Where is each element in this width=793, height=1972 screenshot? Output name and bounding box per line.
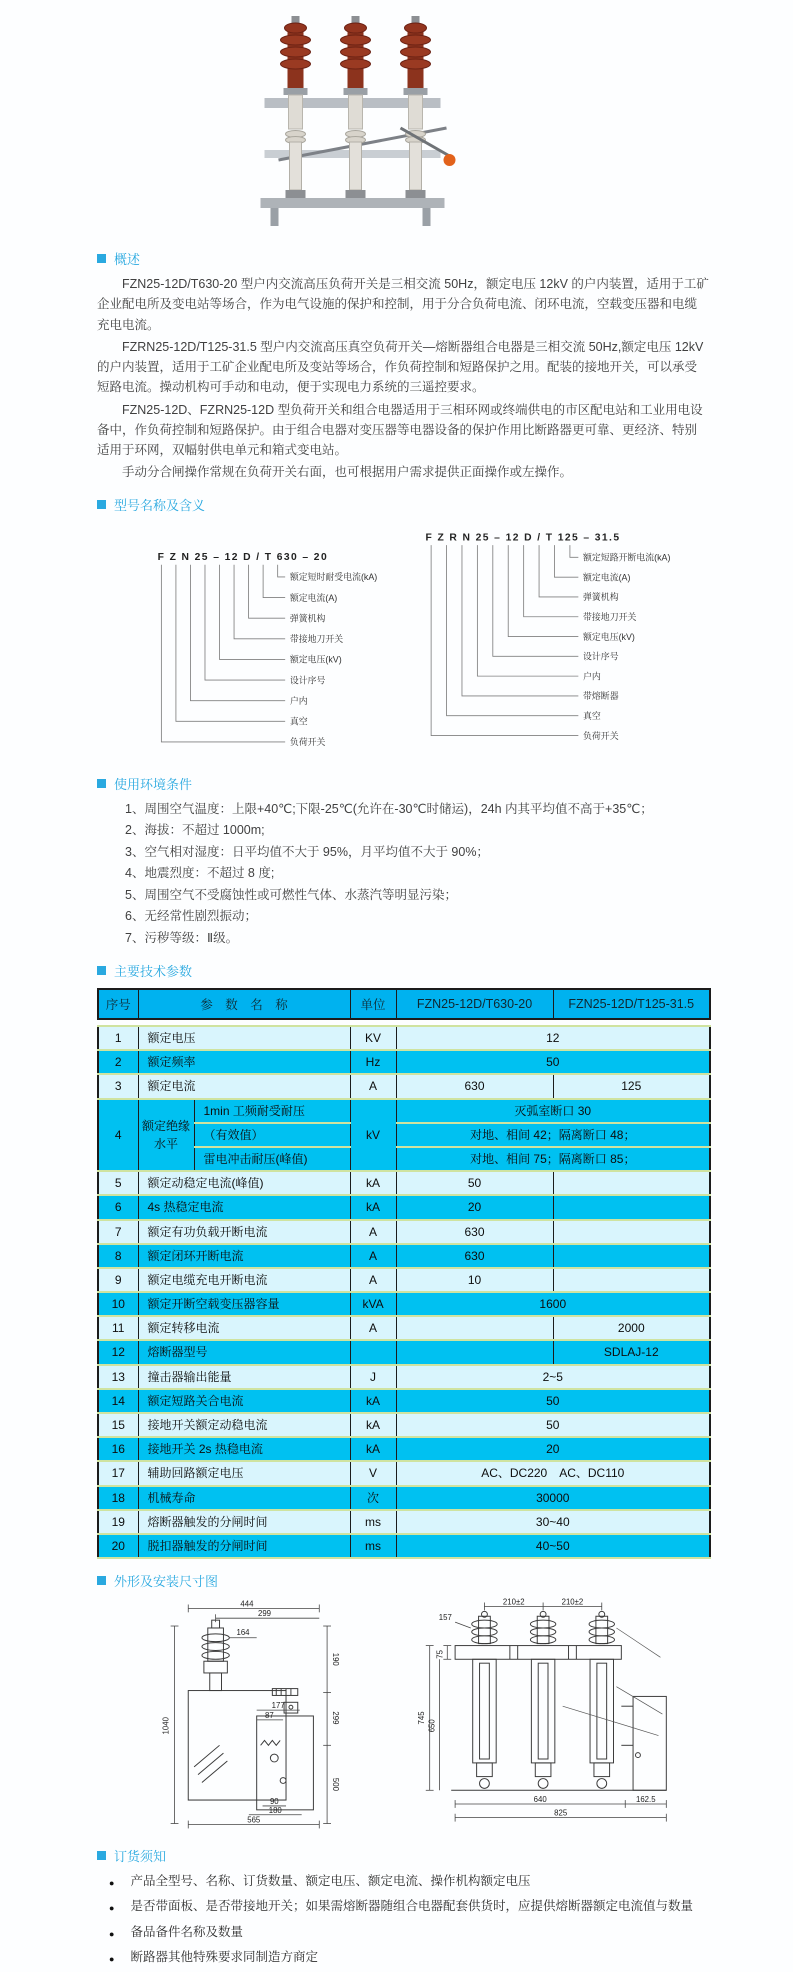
- table-cell: 630: [396, 1244, 553, 1268]
- dimension-label: 210±2: [561, 1597, 583, 1607]
- model-meaning-label: 带接地刀开关: [289, 633, 344, 644]
- dimension-label: 157: [438, 1613, 452, 1623]
- model-meaning-label: 额定短路开断电流(kA): [583, 552, 671, 563]
- order-item: [97, 1896, 709, 1917]
- table-cell: 19: [98, 1510, 138, 1534]
- table-row: [98, 1437, 710, 1461]
- table-cell: [553, 1244, 710, 1268]
- table-cell: 15: [98, 1413, 138, 1437]
- dimension-label: 177: [271, 1701, 285, 1711]
- ladder-line: [509, 545, 579, 636]
- table-cell: 7: [98, 1220, 138, 1244]
- col-header: 序号: [98, 989, 138, 1019]
- table-cell: 6: [98, 1195, 138, 1219]
- table-cell: 额定转移电流: [138, 1316, 350, 1340]
- order-item-text: 断路器其他特殊要求同制造方商定: [130, 1949, 318, 1964]
- table-cell: A: [350, 1220, 396, 1244]
- table-row: [98, 1050, 710, 1074]
- env-item: 5、周围空气不受腐蚀性或可燃性气体、水蒸汽等明显污染；: [125, 887, 457, 902]
- order-list: [97, 1871, 709, 1968]
- table-row: [98, 1413, 710, 1437]
- table-cell: 20: [396, 1437, 710, 1461]
- ladder-line: [555, 545, 579, 577]
- model-meaning-label: 额定电压(kV): [583, 631, 636, 642]
- model-meaning-label: 负荷开关: [583, 730, 619, 741]
- table-cell: 对地、相间 75；隔离断口 85；: [396, 1147, 710, 1171]
- dimension-label: 299: [257, 1609, 272, 1619]
- ladder-line: [220, 564, 286, 659]
- table-cell: 12: [396, 1026, 710, 1050]
- table-cell: 额定有功负载开断电流: [138, 1220, 350, 1244]
- ladder-line: [570, 545, 578, 557]
- table-cell: 1600: [396, 1292, 710, 1316]
- table-cell: 5: [98, 1171, 138, 1195]
- section-parameters: [97, 961, 709, 1559]
- table-cell: 630: [396, 1074, 553, 1098]
- table-cell: J: [350, 1365, 396, 1389]
- table-cell: 4: [98, 1099, 138, 1172]
- table-cell: 灭弧室断口 30: [396, 1099, 710, 1123]
- order-item-text: 产品全型号、名称、订货数量、额定电压、额定电流、操作机构额定电压: [130, 1874, 531, 1889]
- section-title: 使用环境条件: [114, 776, 193, 792]
- dimension-label: 745: [416, 1711, 426, 1725]
- order-item-text: 备品备件名称及数量: [130, 1924, 243, 1939]
- model-meaning-label: 额定电流(A): [289, 592, 338, 603]
- col-header: FZN25-12D/T125-31.5: [553, 989, 710, 1019]
- table-row: [98, 1195, 710, 1219]
- ladder-line: [539, 545, 578, 597]
- dimension-label: 164: [236, 1627, 250, 1637]
- table-cell: 额定开断空载变压器容量: [138, 1292, 350, 1316]
- section-heading: [97, 1571, 709, 1590]
- bullet-icon: ●: [109, 1903, 115, 1914]
- table-cell: A: [350, 1316, 396, 1340]
- table-cell: 10: [396, 1268, 553, 1292]
- model-diagram-right: [418, 520, 709, 756]
- table-cell: 630: [396, 1220, 553, 1244]
- ladder-line: [431, 545, 578, 735]
- ladder-line: [447, 545, 579, 716]
- table-cell: 对地、相间 42；隔离断口 48；: [396, 1123, 710, 1147]
- section-title: 概述: [114, 252, 141, 267]
- table-cell: 2000: [553, 1316, 710, 1340]
- table-cell: 125: [553, 1074, 710, 1098]
- table-row: [98, 1026, 710, 1050]
- table-cell: 机械寿命: [138, 1486, 350, 1510]
- col-header: FZN25-12D/T630-20: [396, 989, 553, 1019]
- model-meaning-label: 设计序号: [289, 674, 326, 685]
- model-code: F Z N 25 – 12 D / T 630 – 20: [157, 551, 329, 563]
- table-cell: 3: [98, 1074, 138, 1098]
- table-cell: A: [350, 1268, 396, 1292]
- table-cell: 20: [396, 1195, 553, 1219]
- order-item: [97, 1922, 709, 1943]
- model-meaning-label: 额定电流(A): [583, 571, 631, 582]
- table-cell: 50: [396, 1050, 710, 1074]
- order-item: [97, 1871, 709, 1892]
- model-meaning-label: 户内: [289, 695, 308, 706]
- section-title: 外形及安装尺寸图: [114, 1574, 219, 1590]
- table-row: [98, 1389, 710, 1413]
- env-item: 7、污秽等级：Ⅱ级。: [125, 930, 239, 945]
- table-cell: 次: [350, 1486, 396, 1510]
- model-meaning-label: 户内: [583, 670, 602, 681]
- section-bullet-icon: [97, 1851, 106, 1860]
- ladder-line: [493, 545, 579, 656]
- table-cell: kA: [350, 1389, 396, 1413]
- table-cell: 额定频率: [138, 1050, 350, 1074]
- product-photo-illustration: [248, 10, 458, 232]
- ladder-line: [278, 564, 286, 576]
- section-bullet-icon: [97, 500, 106, 509]
- table-cell: kA: [350, 1437, 396, 1461]
- ladder-line: [249, 564, 286, 617]
- col-header: 参 数 名 称: [138, 989, 350, 1019]
- table-row: [98, 1486, 710, 1510]
- ladder-line: [205, 564, 285, 679]
- section-heading: [97, 1846, 709, 1865]
- table-cell: [553, 1268, 710, 1292]
- order-item: [97, 1947, 709, 1968]
- table-cell: [553, 1195, 710, 1219]
- model-diagram-left: [137, 540, 418, 762]
- table-cell: 50: [396, 1389, 710, 1413]
- table-cell: kVA: [350, 1292, 396, 1316]
- table-cell: 雷电冲击耐压(峰值): [194, 1147, 350, 1171]
- table-cell: Hz: [350, 1050, 396, 1074]
- model-meaning-label: 弹簧机构: [583, 591, 619, 602]
- table-cell: A: [350, 1074, 396, 1098]
- section-heading: [97, 495, 709, 514]
- overview-paragraph: FZRN25-12D/T125-31.5 型户内交流高压真空负荷开关—熔断器组合电器是三相交流 50Hz,额定电压 12kV 的户内装置，适用于工矿企业配电所及变站等场合，作负荷控制和短路保护之用。配装的接地开关，可以承受短路电流。操动机构可手动和电动，便于实现电力系统的三遥控要求。: [97, 339, 704, 395]
- model-diagrams: [137, 520, 709, 762]
- section-dimensions: [97, 1571, 709, 1834]
- order-item-text: 是否带面板、是否带接地开关；如果需熔断器随组合电器配套供货时，应提供熔断器额定电流值与数量: [130, 1899, 693, 1914]
- section-bullet-icon: [97, 1576, 106, 1585]
- model-meaning-label: 带接地刀开关: [583, 611, 637, 622]
- model-meaning-label: 负荷开关: [289, 736, 326, 747]
- dimension-drawing-front-view: [416, 1596, 709, 1834]
- table-cell: V: [350, 1461, 396, 1485]
- bullet-icon: ●: [109, 1953, 115, 1964]
- table-cell: ms: [350, 1534, 396, 1558]
- section-bullet-icon: [97, 966, 106, 975]
- table-cell: 熔断器型号: [138, 1340, 350, 1364]
- table-cell: 额定电流: [138, 1074, 350, 1098]
- table-cell: 20: [98, 1534, 138, 1558]
- table-cell: 50: [396, 1171, 553, 1195]
- table-row: [98, 1171, 710, 1195]
- table-cell: KV: [350, 1026, 396, 1050]
- model-meaning-label: 真空: [583, 710, 602, 721]
- table-cell: 接地开关 2s 热稳电流: [138, 1437, 350, 1461]
- table-cell: 额定闭环开断电流: [138, 1244, 350, 1268]
- table-cell: 17: [98, 1461, 138, 1485]
- overview-paragraph: FZN25-12D/T630-20 型户内交流高压负荷开关是三相交流 50Hz，额定电压 12kV 的户内装置，适用于工矿企业配电所及变电站等场合，作为电气设施的保护和控制，用于分合负荷电流、闭环电流，空载变压器和电缆充电电流。: [97, 277, 709, 332]
- section-heading: [97, 249, 709, 268]
- table-row: [98, 1244, 710, 1268]
- table-cell: [396, 1316, 553, 1340]
- table-cell: 1min 工频耐受耐压: [194, 1099, 350, 1123]
- table-row: [98, 1510, 710, 1534]
- table-row: [98, 1292, 710, 1316]
- model-meaning-label: 弹簧机构: [289, 612, 326, 623]
- table-cell: 12: [98, 1340, 138, 1364]
- env-item: 3、空气相对湿度：日平均值不大于 95%，月平均值不大于 90%；: [125, 844, 489, 859]
- table-cell: 50: [396, 1413, 710, 1437]
- section-overview: [97, 249, 709, 483]
- table-cell: 2~5: [396, 1365, 710, 1389]
- table-row: [98, 1220, 710, 1244]
- table-cell: 1: [98, 1026, 138, 1050]
- table-cell: 40~50: [396, 1534, 710, 1558]
- dimension-label: 650: [427, 1719, 437, 1733]
- table-cell: 额定绝缘水平: [138, 1099, 194, 1172]
- dimension-label: 1040: [161, 1717, 171, 1735]
- table-cell: [350, 1340, 396, 1364]
- dimension-label: 190: [330, 1652, 340, 1666]
- dimension-label: 90: [269, 1797, 279, 1807]
- section-title: 主要技术参数: [114, 964, 193, 979]
- table-cell: 2: [98, 1050, 138, 1074]
- ladder-line: [176, 564, 285, 721]
- dimension-label: 565: [247, 1815, 261, 1825]
- table-cell: A: [350, 1244, 396, 1268]
- model-meaning-label: 额定电压(kV): [289, 654, 342, 665]
- table-cell: 13: [98, 1365, 138, 1389]
- dimension-label: 444: [240, 1599, 254, 1609]
- ladder-line: [161, 564, 285, 741]
- env-item: 4、地震烈度：不超过 8 度;: [125, 866, 275, 880]
- section-ordering: [97, 1846, 709, 1968]
- dimension-label: 825: [553, 1808, 567, 1818]
- table-cell: ms: [350, 1510, 396, 1534]
- table-cell: 30000: [396, 1486, 710, 1510]
- section-heading: [97, 774, 709, 793]
- table-cell: kA: [350, 1195, 396, 1219]
- table-cell: kA: [350, 1171, 396, 1195]
- product-photo: [248, 10, 458, 237]
- dimension-label: 299: [330, 1711, 340, 1725]
- dimension-label: 640: [533, 1795, 547, 1805]
- model-meaning-label: 额定短时耐受电流(kA): [289, 571, 378, 582]
- env-item: 6、无经常性剧烈振动；: [125, 909, 257, 923]
- dimension-label: 210±2: [502, 1597, 525, 1607]
- dimension-label: 75: [435, 1650, 445, 1659]
- table-cell: 4s 热稳定电流: [138, 1195, 350, 1219]
- overview-paragraph: 手动分合闸操作常规在负荷开关右面，也可根据用户需求提供正面操作或左操作。: [122, 465, 573, 480]
- dimension-drawing-side-view: [155, 1596, 390, 1834]
- section-bullet-icon: [97, 779, 106, 788]
- section-model: [97, 495, 709, 762]
- model-meaning-label: 带熔断器: [583, 690, 619, 701]
- table-row: [98, 1365, 710, 1389]
- dimension-label: 87: [265, 1711, 274, 1721]
- bullet-icon: ●: [109, 1928, 115, 1939]
- table-cell: 14: [98, 1389, 138, 1413]
- table-cell: 辅助回路额定电压: [138, 1461, 350, 1485]
- model-meaning-label: 真空: [289, 716, 308, 727]
- table-cell: 30~40: [396, 1510, 710, 1534]
- env-item: 2、海拔：不超过 1000m;: [125, 823, 265, 837]
- table-cell: [553, 1220, 710, 1244]
- table-cell: 16: [98, 1437, 138, 1461]
- table-cell: 11: [98, 1316, 138, 1340]
- bullet-icon: ●: [109, 1878, 115, 1889]
- table-cell: kA: [350, 1413, 396, 1437]
- col-header: 单位: [350, 989, 396, 1019]
- table-cell: 9: [98, 1268, 138, 1292]
- table-cell: AC、DC220 AC、DC110: [396, 1461, 710, 1485]
- table-row: [98, 1074, 710, 1098]
- section-environment: [97, 774, 709, 950]
- dimension-label: 162.5: [635, 1795, 656, 1805]
- table-cell: 额定短路关合电流: [138, 1389, 350, 1413]
- section-title: 型号名称及含义: [114, 497, 206, 513]
- overview-paragraph: FZN25-12D、FZRN25-12D 型负荷开关和组合电器适用于三相环网或终端供电的市区配电站和工业用电设备中，作负荷控制和短路保护。由于组合电器对变压器等电器设备的保护作用比断路器更可靠、更经济、特别适用于环网，双幅射供电单元和箱式变电站。: [97, 402, 703, 457]
- model-code: F Z R N 25 – 12 D / T 125 – 31.5: [425, 531, 621, 543]
- table-cell: （有效值）: [194, 1123, 350, 1147]
- section-heading: [97, 961, 709, 980]
- dimension-label: 180: [268, 1805, 282, 1815]
- table-cell: 额定动稳定电流(峰值): [138, 1171, 350, 1195]
- section-title: 订货须知: [114, 1849, 167, 1865]
- table-cell: 接地开关额定动稳电流: [138, 1413, 350, 1437]
- table-cell: SDLAJ-12: [553, 1340, 710, 1364]
- params-table-body: [97, 1025, 709, 1559]
- section-bullet-icon: [97, 254, 106, 263]
- table-cell: kV: [350, 1099, 396, 1172]
- table-cell: 撞击器输出能量: [138, 1365, 350, 1389]
- model-meaning-label: 设计序号: [583, 651, 619, 662]
- ladder-line: [263, 564, 285, 597]
- table-row: [98, 1340, 710, 1364]
- table-row: [98, 1268, 710, 1292]
- table-cell: 8: [98, 1244, 138, 1268]
- dimension-label: 500: [330, 1778, 340, 1792]
- env-item: 1、周围空气温度：上限+40℃;下限-25℃(允许在-30℃时储运)，24h 内其平均值不高于+35℃；: [125, 801, 653, 816]
- table-cell: 脱扣器触发的分闸时间: [138, 1534, 350, 1558]
- dimension-drawings: [155, 1596, 709, 1834]
- table-cell: 10: [98, 1292, 138, 1316]
- table-cell: 18: [98, 1486, 138, 1510]
- env-list: [97, 799, 709, 950]
- ladder-line: [462, 545, 578, 696]
- table-row: [98, 1461, 710, 1485]
- table-row: [98, 1316, 710, 1340]
- table-cell: 额定电压: [138, 1026, 350, 1050]
- table-cell: [553, 1171, 710, 1195]
- table-cell: [396, 1340, 553, 1364]
- table-row: [98, 1534, 710, 1558]
- table-row: [98, 1099, 710, 1123]
- table-cell: 熔断器触发的分闸时间: [138, 1510, 350, 1534]
- params-table-header: [97, 988, 709, 1020]
- table-cell: 额定电缆充电开断电流: [138, 1268, 350, 1292]
